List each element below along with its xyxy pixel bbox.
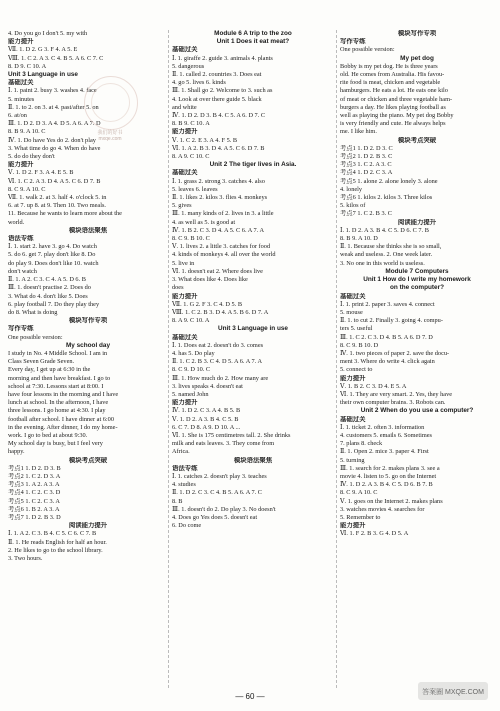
answer-line: 考点6 1. kilos 2. kilos 3. Three kilos xyxy=(340,194,433,202)
answer-line: 5. mouse xyxy=(340,308,363,316)
answer-line: 3. No one in this world is useless. xyxy=(340,259,425,267)
answer-line: Ⅲ. 1. doesn't practise 2. Does do xyxy=(8,284,91,292)
answer-line: Ⅱ. 1. C 2. B 3. C 4. D 5. A 6. A 7. A xyxy=(172,358,263,366)
section-heading: 模块语法聚焦 xyxy=(68,226,108,234)
answer-line: 考点4 1. D 2. C 3. A xyxy=(340,169,393,177)
answer-line: Ⅱ. 1. He reads English for half an hour. xyxy=(8,538,107,546)
section-heading: on the computer? xyxy=(390,284,444,292)
section-heading: 阅读能力提升 xyxy=(397,218,437,226)
answer-line: Ⅰ. 1. A 2. C 3. B 4. C 5. C 6. C 7. B xyxy=(8,530,97,538)
answer-line: 8. C 9. D 10. C xyxy=(172,366,211,374)
answer-line: 4. kinds of monkeys 4. all over the world xyxy=(172,251,276,259)
answer-line: Ⅲ. 1. doesn't do 2. Do play 3. No doesn't xyxy=(172,505,276,513)
answer-line: school at 7:30. Lessons start at 8:00. I xyxy=(8,382,104,390)
answer-line: Ⅴ. 1. D 2. A 3. B 4. C 5. B xyxy=(172,415,239,423)
answer-line: Ⅱ. 1. D 2. C 3. C 4. B 5. A 6. A 7. C xyxy=(172,489,263,497)
subsection-heading: 基础过关 xyxy=(340,415,366,423)
answer-line: rite food is meat, chicken and vegetable xyxy=(340,79,441,87)
answer-line: 8. A 9. C 10. C xyxy=(172,153,210,161)
answer-line: 考点3 1. A 2. A 3. A xyxy=(8,481,60,489)
section-heading: Unit 2 The tiger lives in Asia. xyxy=(209,161,297,169)
subsection-heading: 语法专练 xyxy=(172,464,198,472)
answer-line: 6. play football 7. Do they play they xyxy=(8,300,100,308)
answer-line: Ⅰ. 1. giraffe 2. guide 3. animals 4. plants xyxy=(172,54,273,62)
section-heading: 模块写作专项 xyxy=(68,317,108,325)
subsection-heading: 语法专练 xyxy=(8,235,34,243)
answer-line: Ⅰ. 1. paint 2. busy 3. washes 4. face xyxy=(8,87,97,95)
answer-line: Ⅶ. 1. walk 2. at 3. half 4. o'clock 5. in xyxy=(8,194,107,202)
answer-line: lunch at school. In the afternoon, I have xyxy=(8,399,109,407)
section-heading: Module 6 A trip to the zoo xyxy=(214,30,292,37)
section-heading: Unit 3 Language in use xyxy=(218,325,288,333)
subsection-heading: 能力提升 xyxy=(340,522,366,530)
answer-line: Ⅰ. 1. print 2. paper 3. saves 4. connect xyxy=(340,300,435,308)
answer-line: 3. watches movies 4. searches for xyxy=(340,505,425,513)
answer-line: Ⅷ. 1. C 2. A 3. C 4. B 5. A 6. C 7. C xyxy=(8,54,104,62)
subsection-heading: 基础过关 xyxy=(172,169,198,177)
answer-line: do 8. What is doing xyxy=(8,308,58,316)
column-divider xyxy=(168,30,169,688)
section-heading: 模块写作专项 xyxy=(397,30,437,37)
subsection-heading: 能力提升 xyxy=(172,128,198,136)
answer-line: 8. A 9. C 10. A xyxy=(172,317,210,325)
answer-line: 4. go 5. lives 6. kinds xyxy=(172,79,226,87)
answer-line: of meat or chicken and three vegetable ham- xyxy=(340,95,453,103)
answer-line: Ⅳ. 1. Do have Yes do 2. don't play xyxy=(8,136,96,144)
answer-line: weak and useless. 2. One week later. xyxy=(340,251,433,259)
answer-line: 8. B 9. A 10. C xyxy=(8,128,46,136)
answer-line: hamburgers. He eats a lot. He eats one kilo xyxy=(340,87,448,95)
answer-line: Ⅰ. 1. ticket 2. often 3. information xyxy=(340,423,425,431)
answer-line: Ⅲ. 1. many kinds of 2. lives in 3. a little xyxy=(172,210,274,218)
answer-line: 6. C 7. D 8. A 9. D 10. A ... xyxy=(172,423,241,431)
answer-line: 8. C 9. A 10. C xyxy=(8,185,46,193)
answer-line: Ⅳ. 1. D 2. A 3. B 4. C 5. D 6. B 7. B xyxy=(340,481,433,489)
answer-line: ment 3. Where do write 4. click again xyxy=(340,358,435,366)
answer-line: 8. C 9. B 10. D xyxy=(340,341,379,349)
answer-line: Ⅱ. 1. A 2. C 3. C 4. A 5. D 6. B xyxy=(8,276,86,284)
answer-line: Ⅴ. 1. D 2. F 3. A 4. E 5. B xyxy=(8,169,74,177)
subsection-heading: 基础过关 xyxy=(8,79,34,87)
answer-line: ters 5. useful xyxy=(340,325,373,333)
answer-line: My school day is busy, but I feel very xyxy=(8,440,103,448)
answer-line: Ⅲ. 1. Shall go 2. Welcome to 3. such as xyxy=(172,87,273,95)
answer-line: football after school. I have dinner at 6:00 xyxy=(8,415,114,423)
subsection-heading: 写作专练 xyxy=(340,38,366,46)
section-heading: My pet dog xyxy=(400,54,434,62)
answer-line: One possible version: xyxy=(8,333,63,341)
answer-line: 5. dangerous xyxy=(172,62,205,70)
answer-line: 7. plans 8. check xyxy=(340,440,383,448)
answer-line: Ⅲ. 1. C 2. C 3. D 4. B 5. A 6. D 7. D xyxy=(340,333,433,341)
answer-line: Ⅷ. 1. C 2. B 3. D 4. A 5. B 6. D 7. A xyxy=(172,308,269,316)
answer-line: milk and eats leaves. 3. They come from xyxy=(172,440,275,448)
answer-line: movie 4. listen to 5. go on the Internet xyxy=(340,472,437,480)
answer-line: 5. named John xyxy=(172,390,209,398)
answer-line: Ⅶ. 1. G 2. F 3. C 4. D 5. B xyxy=(172,300,243,308)
answer-line: 5. live in xyxy=(172,259,195,267)
answer-line: 考点5 1. alone 2. alone lonely 3. alone xyxy=(340,177,438,185)
answer-line: Ⅴ. 1. goes on the Internet 2. makes plans xyxy=(340,497,443,505)
subsection-heading: 基础过关 xyxy=(172,46,198,54)
answer-line: Every day, I get up at 6:30 in the xyxy=(8,366,91,374)
column-right xyxy=(340,30,494,539)
answer-line: 5. do 6. get 7. play don't like 8. Do xyxy=(8,251,96,259)
answer-line: Ⅱ. 1. called 2. countries 3. Does eat xyxy=(172,71,262,79)
answer-line: in the evening. After dinner, I do my home- xyxy=(8,423,118,431)
answer-line: 3. What time do go 4. When do have xyxy=(8,144,101,152)
answer-line: 3. lives speaks 4. doesn't eat xyxy=(172,382,243,390)
answer-line: 8. B xyxy=(172,497,183,505)
answer-line: Ⅰ. 1. D 2. A 3. B 4. C 5. D 6. C 7. B xyxy=(340,226,429,234)
answer-line: Ⅰ. 1. grass 2. strong 3. catches 4. also xyxy=(172,177,265,185)
answer-line: happy. xyxy=(8,448,25,456)
answer-line: Ⅲ. 1. search for 2. makes plans 3. see a xyxy=(340,464,440,472)
answer-line: 8. C 9. B 10. C xyxy=(172,235,210,243)
answer-line: Ⅵ. 1. A 2. B 3. D 4. A 5. C 6. D 7. B xyxy=(172,144,265,152)
section-heading: 模块考点突破 xyxy=(68,456,108,464)
answer-line: Ⅵ. 1. They are very smart. 2. Yes, they have xyxy=(340,390,453,398)
subsection-heading: 能力提升 xyxy=(340,374,366,382)
answer-line: 6. at/on xyxy=(8,112,27,120)
answer-line: 4. Do you go I don't 5. my with xyxy=(8,30,88,37)
answer-line: 5. connect to xyxy=(340,366,373,374)
answer-line: burgers a day. He likes playing football as xyxy=(340,103,446,111)
watermark-stamp xyxy=(84,76,138,130)
answer-line: Ⅱ. 1. Open 2. mice 3. paper 4. First xyxy=(340,448,429,456)
answer-line: 3. Two hours. xyxy=(8,555,43,562)
answer-line: old. He comes from Australia. His favou- xyxy=(340,71,445,79)
column-divider xyxy=(336,30,337,688)
answer-line: have four lessons in the morning and I have xyxy=(8,390,119,398)
column-middle xyxy=(172,30,334,530)
answer-line: Ⅵ. 1. F 2. B 3. G 4. D 5. A xyxy=(340,530,409,538)
answer-line: Ⅳ. 1. D 2. D 3. B 4. C 5. A 6. D 7. C xyxy=(172,112,266,120)
answer-line: 考点7 1. D 2. B 3. D xyxy=(8,513,61,521)
answer-line: 5. kilos of xyxy=(340,202,366,210)
answer-line: 8. B 9. C 10. A xyxy=(172,120,210,128)
answer-line: 考点7 1. C 2. B 3. C xyxy=(340,210,392,218)
answer-line: well as playing the piano. My pet dog Bobby xyxy=(340,112,454,120)
answer-line: 5. gives xyxy=(172,202,192,210)
section-heading: 模块语法聚焦 xyxy=(233,456,273,464)
answer-line: Ⅵ. 1. doesn't eat 2. Where does live xyxy=(172,267,263,275)
answer-line: 8. D 9. C 10. A xyxy=(8,62,47,70)
answer-line: One possible version: xyxy=(340,46,395,54)
subsection-heading: 写作专练 xyxy=(8,325,34,333)
answer-line: Ⅰ. 1. Does eat 2. doesn't do 3. comes xyxy=(172,341,264,349)
answer-line: 3. What do 4. don't like 5. Does xyxy=(8,292,88,300)
answer-line: Ⅳ. 1. B 2. C 3. D 4. A 5. C 6. A 7. A xyxy=(172,226,265,234)
answer-line: 5. Remember to xyxy=(340,513,381,521)
answer-line: Ⅶ. 1. D 2. G 3. F 4. A 5. E xyxy=(8,46,78,54)
answer-line: and white xyxy=(172,103,197,111)
answer-line: 考点1 1. D 2. D 3. B xyxy=(8,464,61,472)
answer-line: Ⅲ. 1. How much do 2. How many are xyxy=(172,374,269,382)
answer-line: 3. What does like 4. Does like xyxy=(172,276,248,284)
answer-line: 4. Look at over there guide 5. black xyxy=(172,95,262,103)
watermark-line: 我们的好书 xyxy=(97,130,123,136)
section-heading: 阅读能力提升 xyxy=(68,522,108,530)
answer-line: Ⅰ. 1. catches 2. doesn't play 3. teaches xyxy=(172,472,267,480)
answer-line: 6. at 7. up 8. at 9. Then 10. Two meals. xyxy=(8,202,106,210)
answer-line: me. I like him. xyxy=(340,128,377,136)
answer-line: 4. has 5. Do play xyxy=(172,349,215,357)
section-heading: My school day xyxy=(65,341,111,349)
answer-line: their own computer brains. 3. Robots can. xyxy=(340,399,446,407)
answer-line: don't watch xyxy=(8,267,37,275)
section-heading: Module 7 Computers xyxy=(385,267,449,275)
answer-line: 5. leaves 6. leaves xyxy=(172,185,218,193)
subsection-heading: 能力提升 xyxy=(8,38,34,46)
answer-line: 考点3 1. C 2. A 3. C xyxy=(340,161,392,169)
answer-line: Ⅰ. 1. start 2. have 3. go 4. Do watch xyxy=(8,243,97,251)
subsection-heading: 能力提升 xyxy=(172,399,198,407)
answer-line: world. xyxy=(8,218,25,226)
answer-line: 4. Does go Yes does 5. doesn't eat xyxy=(172,513,258,521)
watermark-text xyxy=(70,130,150,142)
page-number: — 60 — xyxy=(235,692,265,701)
answer-line: 8. C 9. A 10. C xyxy=(340,489,378,497)
answer-line: 11. Because he wants to learn more about the xyxy=(8,210,122,218)
answer-line: 4. as well as 5. is good at xyxy=(172,218,236,226)
subsection-heading: 能力提升 xyxy=(172,292,198,300)
answer-line: Ⅳ. 1. D 2. C 3. A 4. B 5. B xyxy=(172,407,241,415)
answer-line: 考点5 1. C 2. C 3. A xyxy=(8,497,60,505)
answer-line: three lessons. I go home at 4:30. I play xyxy=(8,407,106,415)
answer-line: Ⅳ. 1. two pieces of paper 2. save the docu- xyxy=(340,349,450,357)
answer-line: 考点1 1. D 2. D 3. C xyxy=(340,144,393,152)
answer-line: 2. He likes to go to the school library. xyxy=(8,546,103,554)
answer-line: morning and then have breakfast. I go to xyxy=(8,374,111,382)
subsection-heading: 能力提升 xyxy=(8,161,34,169)
answer-line: 考点4 1. C 2. C 3. D xyxy=(8,489,61,497)
subsection-heading: Unit 3 Language in use xyxy=(8,71,78,79)
answer-line: 4. studies xyxy=(172,481,196,489)
watermark-line: mxqe.com xyxy=(98,136,122,142)
answer-line: work. I go to bed at about 9:30. xyxy=(8,431,88,439)
answer-line: 5. turning xyxy=(340,456,365,464)
answer-line: 考点2 1. C 2. D 3. A xyxy=(8,472,61,480)
section-heading: Unit 2 When do you use a computer? xyxy=(360,407,474,415)
answer-line: Ⅱ. 1. likes 2. kilos 3. flies 4. monkeys xyxy=(172,194,268,202)
answer-line: Africa. xyxy=(172,448,190,456)
answer-line: Ⅵ. 1. C 2. A 3. D 4. A 5. C 6. D 7. B xyxy=(8,177,101,185)
section-heading: 模块考点突破 xyxy=(397,136,437,144)
subsection-heading: 基础过关 xyxy=(172,333,198,341)
answer-line: 8. B 9. A 10. D xyxy=(340,235,378,243)
answer-line: Ⅵ. 1. She is 175 centimetres tall. 2. She drinks xyxy=(172,431,291,439)
answer-line: do play 9. Does don't like 10. watch xyxy=(8,259,99,267)
answer-line: Ⅱ. 1. Because she thinks she is so small, xyxy=(340,243,442,251)
answer-line: Class Seven Grade Seven. xyxy=(8,358,75,366)
answer-line: does xyxy=(172,284,184,292)
answer-line: Ⅱ. 1. to 2. on 3. at 4. past/after 5. on xyxy=(8,103,99,111)
answer-line: 6. Do come xyxy=(172,522,202,530)
svg-text:答案圈 MXQE.COM: 答案圈 MXQE.COM xyxy=(422,689,484,696)
answer-line: 4. customers 5. emails 6. Sometimes xyxy=(340,431,432,439)
answer-line: is very friendly and cute. He always helps xyxy=(340,120,446,128)
answer-line: Ⅲ. 1. D 2. D 3. A 4. D 5. A 6. A 7. D xyxy=(8,120,101,128)
answer-line: 考点2 1. D 2. B 3. C xyxy=(340,153,393,161)
answer-line: Ⅴ. 1. B 2. C 3. D 4. E 5. A xyxy=(340,382,407,390)
answer-line: 4. lonely xyxy=(340,185,363,193)
answer-line: I study in No. 4 Middle School. I am in xyxy=(8,349,108,357)
answer-line: Ⅴ. 1. lives 2. a little 3. catches for food xyxy=(172,243,271,251)
answer-line: 考点6 1. B 2. A 3. A xyxy=(8,505,60,513)
answer-line: Ⅱ. 1. to cut 2. Finally 3. going 4. compu- xyxy=(340,317,443,325)
section-heading: Unit 1 How do I write my homework xyxy=(363,276,471,284)
subsection-heading: 基础过关 xyxy=(340,292,366,300)
section-heading: Unit 1 Does it eat meat? xyxy=(216,38,290,46)
answer-line: 5. do do they don't xyxy=(8,153,55,161)
answer-line: Bobby is my pet dog. He is three years xyxy=(340,62,438,70)
answer-line: Ⅴ. 1. C 2. E 3. A 4. F 5. B xyxy=(172,136,238,144)
answer-line: 5. minutes xyxy=(8,95,35,103)
